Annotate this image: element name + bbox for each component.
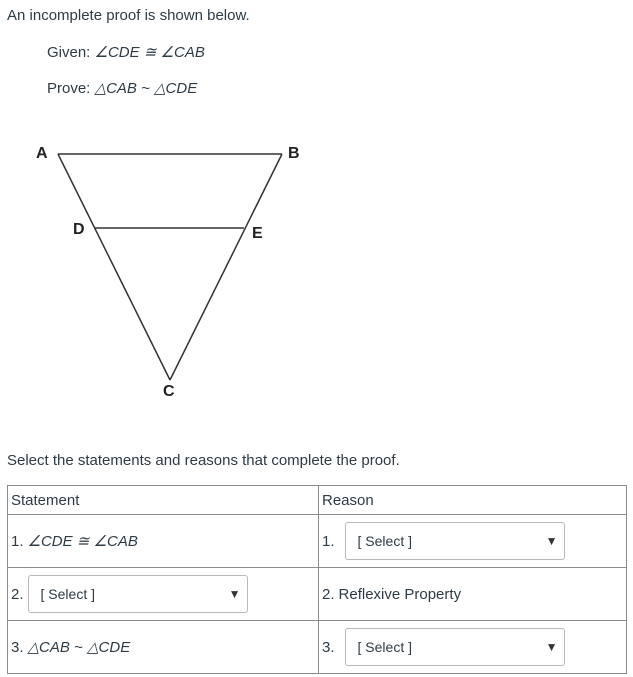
reason-1-select[interactable] xyxy=(345,522,565,560)
given-line xyxy=(47,43,205,61)
statement-3: △CAB ~ △CDE xyxy=(27,639,131,656)
reason-2: Reflexive Property xyxy=(338,585,462,603)
given-label: Given: xyxy=(47,44,91,61)
table-row xyxy=(8,568,627,621)
row-number: 3. xyxy=(322,638,335,656)
select-value: [ Select ] xyxy=(40,586,95,602)
segment-ac xyxy=(58,154,170,380)
given-statement: ∠CDE ≅ ∠CAB xyxy=(94,44,205,61)
select-value: [ Select ] xyxy=(357,533,412,549)
chevron-down-icon: ▼ xyxy=(228,587,241,601)
prove-statement: △CAB ~ △CDE xyxy=(94,80,198,97)
header-statement: Statement xyxy=(8,486,319,515)
reason-cell-3 xyxy=(319,621,627,674)
table-header-row xyxy=(8,486,627,515)
label-c: C xyxy=(163,383,175,400)
chevron-down-icon: ▼ xyxy=(545,534,558,548)
segment-bc xyxy=(170,154,282,380)
prove-label: Prove: xyxy=(47,80,91,97)
label-a: A xyxy=(36,145,48,162)
reason-3-select[interactable] xyxy=(345,628,565,666)
row-number: 2. xyxy=(11,585,24,603)
reason-cell-1 xyxy=(319,515,627,568)
statement-cell-3 xyxy=(8,621,319,674)
proof-table xyxy=(7,485,627,674)
prove-line xyxy=(47,79,197,97)
reason-cell-2 xyxy=(319,568,627,621)
triangle-figure xyxy=(0,130,340,405)
intro-text: An incomplete proof is shown below. xyxy=(7,7,250,24)
row-number: 2. xyxy=(322,585,335,603)
chevron-down-icon: ▼ xyxy=(545,640,558,654)
table-row xyxy=(8,621,627,674)
table-row xyxy=(8,515,627,568)
row-number: 1. xyxy=(322,532,335,550)
instructions-text: Select the statements and reasons that complete the proof. xyxy=(7,452,400,469)
label-e: E xyxy=(252,225,263,242)
row-number: 1. xyxy=(11,533,24,550)
statement-cell-2 xyxy=(8,568,319,621)
label-b: B xyxy=(288,145,300,162)
header-reason: Reason xyxy=(319,486,627,515)
statement-2-select[interactable] xyxy=(28,575,248,613)
label-d: D xyxy=(73,221,85,238)
statement-1: ∠CDE ≅ ∠CAB xyxy=(27,533,138,550)
select-value: [ Select ] xyxy=(357,639,412,655)
statement-cell-1 xyxy=(8,515,319,568)
row-number: 3. xyxy=(11,639,24,656)
